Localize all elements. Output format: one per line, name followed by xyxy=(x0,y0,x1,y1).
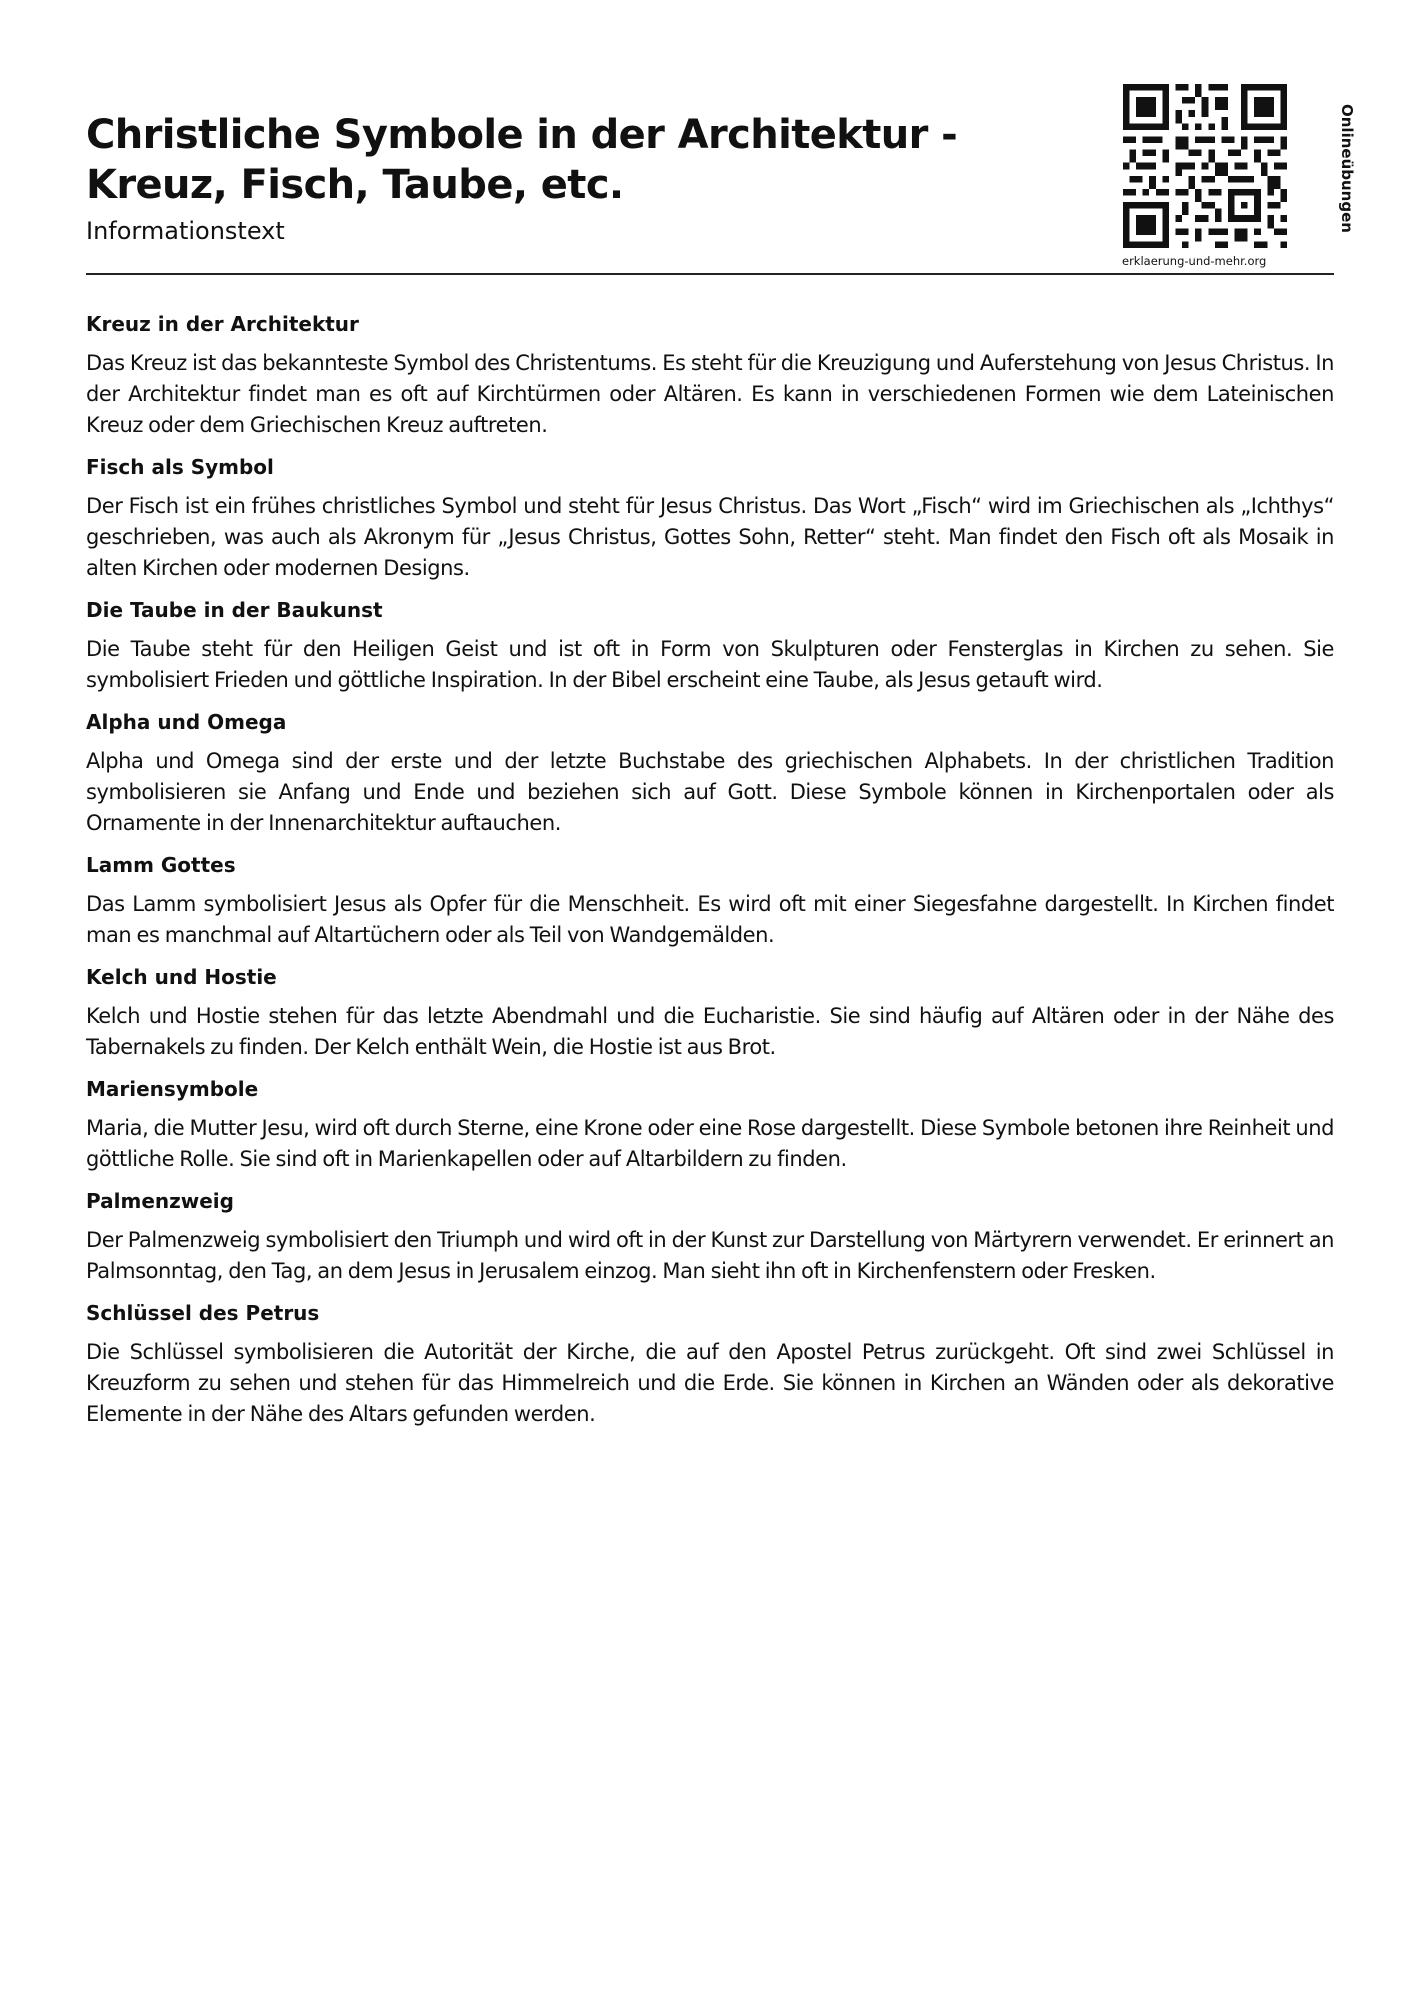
section-heading: Die Taube in der Baukunst xyxy=(86,598,383,622)
header-divider xyxy=(86,273,1334,275)
qr-url[interactable]: erklaerung-und-mehr.org xyxy=(1122,254,1267,268)
section-kelch xyxy=(86,962,1334,1063)
section-text: Das Lamm symbolisiert Jesus als Opfer für die Menschheit. Es wird oft mit einer Siegesfahne dargestellt. In Kirchen findet man es manchmal auf Altartüchern oder als Teil von Wandgemälden. xyxy=(86,892,1334,947)
section-text: Kelch und Hostie stehen für das letzte Abendmahl und die Eucharistie. Sie sind häufig auf Altären oder in der Nähe des Tabernakels zu finden. Der Kelch enthält Wein, die Hostie ist aus Brot. xyxy=(86,1004,1334,1059)
section-schluessel xyxy=(86,1298,1334,1430)
section-text: Der Fisch ist ein frühes christliches Symbol und steht für Jesus Christus. Das Wort „Fisch“ wird im Griechischen als „Ichthys“ geschrieben, was auch als Akronym für „Jesus Christus, Gottes Sohn, Retter“ steht. Man findet den Fisch oft als Mosaik in alten Kirchen oder modernen Designs. xyxy=(86,494,1334,580)
page-title: Christliche Symbole in der Architektur - Kreuz, Fisch, Taube, etc. xyxy=(86,112,958,208)
section-taube xyxy=(86,595,1334,696)
worksheet-page xyxy=(86,0,1356,2000)
section-text: Der Palmenzweig symbolisiert den Triumph und wird oft in der Kunst zur Darstellung von Märtyrern verwendet. Er erinnert an Palmsonntag, den Tag, an dem Jesus in Jerusalem einzog. Man sieht ihn oft in Kirchenfenstern oder Fresken. xyxy=(86,1228,1334,1283)
section-fisch xyxy=(86,452,1334,584)
section-heading: Kreuz in der Architektur xyxy=(86,312,359,336)
qr-code-block[interactable] xyxy=(1122,84,1356,272)
section-alpha-omega xyxy=(86,707,1334,839)
section-text: Die Taube steht für den Heiligen Geist und ist oft in Form von Skulpturen oder Fensterglas in Kirchen zu sehen. Sie symbolisiert Frieden und göttliche Inspiration. In der Bibel erscheint eine Taube, als Jesus getauft wird. xyxy=(86,637,1334,692)
page-subtitle: Informationstext xyxy=(86,217,285,245)
section-heading: Lamm Gottes xyxy=(86,853,236,877)
section-text: Die Schlüssel symbolisieren die Autorität der Kirche, die auf den Apostel Petrus zurückgeht. Oft sind zwei Schlüssel in Kreuzform zu sehen und stehen für das Himmelreich und die Erde. Sie können in Kirchen an Wänden oder als dekorative Elemente in der Nähe des Altars gefunden werden. xyxy=(86,1340,1334,1426)
section-mariensymbole xyxy=(86,1074,1334,1175)
section-heading: Kelch und Hostie xyxy=(86,965,277,989)
section-heading: Palmenzweig xyxy=(86,1189,234,1213)
section-lamm xyxy=(86,850,1334,951)
qr-code-icon[interactable] xyxy=(1123,84,1287,248)
section-palmenzweig xyxy=(86,1186,1334,1287)
section-heading: Schlüssel des Petrus xyxy=(86,1301,320,1325)
section-heading: Fisch als Symbol xyxy=(86,455,274,479)
section-kreuz xyxy=(86,309,1334,441)
section-heading: Mariensymbole xyxy=(86,1077,259,1101)
section-heading: Alpha und Omega xyxy=(86,710,287,734)
section-text: Alpha und Omega sind der erste und der letzte Buchstabe des griechischen Alphabets. In der christlichen Tradition symbolisieren sie Anfang und Ende und beziehen sich auf Gott. Diese Symbole können in Kirchenportalen oder als Ornamente in der Innenarchitektur auftauchen. xyxy=(86,749,1334,835)
info-text xyxy=(86,309,1334,1441)
section-text: Maria, die Mutter Jesu, wird oft durch Sterne, eine Krone oder eine Rose dargestellt. Diese Symbole betonen ihre Reinheit und göttliche Rolle. Sie sind oft in Marienkapellen oder auf Altarbildern zu finden. xyxy=(86,1116,1334,1171)
section-text: Das Kreuz ist das bekannteste Symbol des Christentums. Es steht für die Kreuzigung und Auferstehung von Jesus Christus. In der Architektur findet man es oft auf Kirchtürmen oder Altären. Es kann in verschiedenen Formen wie dem Lateinischen Kreuz oder dem Griechischen Kreuz auftreten. xyxy=(86,351,1334,437)
qr-side-label: Onlineübungen xyxy=(1338,104,1356,233)
page-header xyxy=(86,80,1356,274)
